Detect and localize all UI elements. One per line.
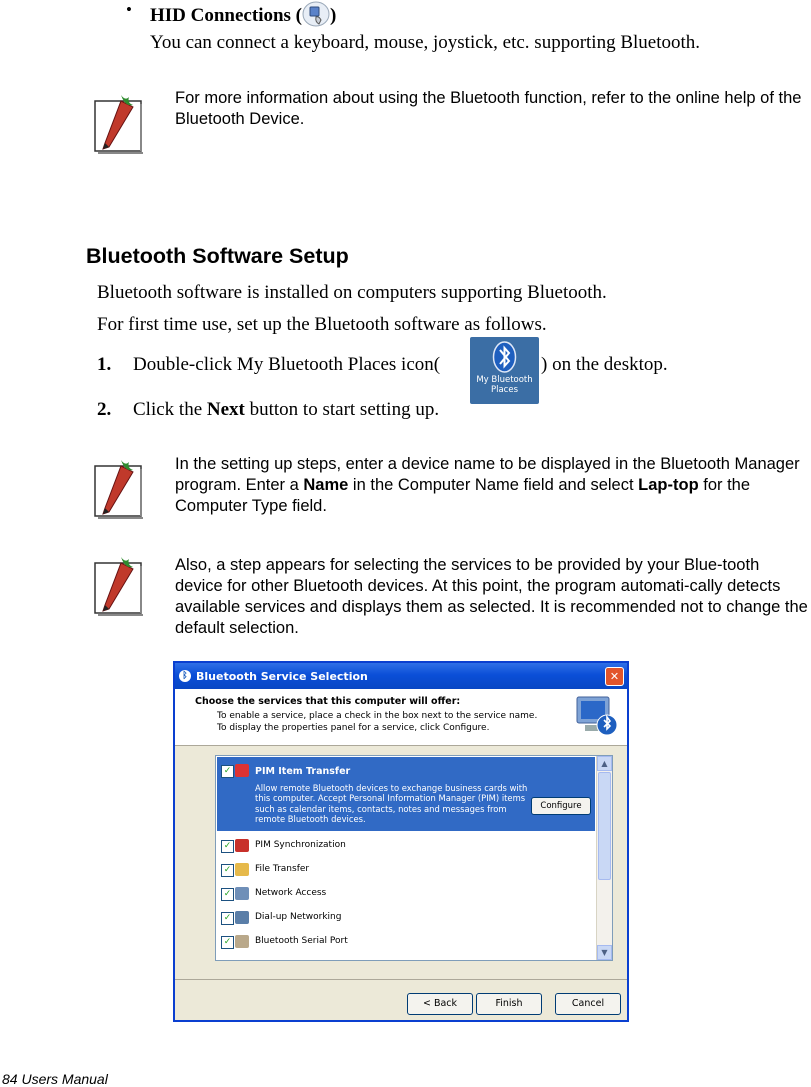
note-setup-text: In the setting up steps, enter a device name to be displayed in the Bluetooth Manager program. Enter a Name in the Computer Name field and select Lap-top for the Computer Type field. [175, 455, 800, 515]
service-name: File Transfer [255, 864, 310, 874]
scroll-down-icon[interactable]: ▼ [597, 945, 612, 960]
service-checkbox[interactable]: ✓ [221, 888, 234, 901]
dialog-header-line: To enable a service, place a check in the box next to the service name. [217, 711, 538, 721]
note-pen-icon [91, 553, 145, 619]
service-name: Network Access [255, 888, 327, 898]
dialog-header-line: To display the properties panel for a service, click Configure. [217, 723, 490, 733]
hid-device-icon [302, 1, 330, 25]
page-footer: 84 Users Manual [2, 1071, 108, 1087]
step-number: 2. [97, 399, 112, 420]
service-name: Bluetooth Serial Port [255, 936, 348, 946]
service-checkbox[interactable]: ✓ [221, 840, 234, 853]
step-1-text-start: Double-click My Bluetooth Places icon( [133, 354, 441, 375]
note-info-text: For more information about using the Bluetooth function, refer to the online help of the Bluetooth Device. [175, 89, 802, 128]
service-description: Allow remote Bluetooth devices to exchange business cards with this computer. Accept Personal Information Manager (PIM) items such as calendar items, contacts, notes and messages from remote Bluetooth devices. [255, 783, 528, 825]
list-item[interactable] [217, 931, 595, 953]
hid-description: You can connect a keyboard, mouse, joystick, etc. supporting Bluetooth. [150, 32, 701, 53]
divider [175, 979, 627, 980]
bullet: • [126, 0, 132, 19]
bluetooth-title-icon: ᛒ [179, 670, 191, 682]
list-item[interactable] [217, 907, 595, 929]
step-2-text: Click the Next button to start setting up. [133, 399, 440, 420]
note-pen-icon [91, 456, 145, 522]
desktop-icon-label: Places [490, 385, 519, 395]
back-button[interactable]: < Back [407, 993, 473, 1015]
dialog-title-bar [175, 663, 627, 689]
list-item[interactable] [217, 859, 595, 881]
step-1-text-end: ) on the desktop. [541, 354, 668, 375]
list-item[interactable] [217, 883, 595, 905]
dial-up-networking-icon [235, 911, 249, 924]
service-checkbox[interactable]: ✓ [221, 765, 234, 778]
note-services-text: Also, a step appears for selecting the services to be provided by your Blue-tooth device for other Bluetooth devices. At this point, the program automati-cally detects available services and displays them as selected. It is recommended not to change the default selection. [175, 556, 808, 637]
service-name: PIM Synchronization [255, 840, 346, 850]
service-name: Dial-up Networking [255, 912, 342, 922]
hid-heading: HID Connections ( ) [150, 1, 336, 27]
step-number: 1. [97, 354, 112, 375]
service-checkbox[interactable]: ✓ [221, 936, 234, 949]
finish-button[interactable]: Finish [476, 993, 542, 1015]
file-transfer-icon [235, 863, 249, 876]
service-checkbox[interactable]: ✓ [221, 864, 234, 877]
my-bluetooth-places-icon [470, 337, 539, 404]
list-item[interactable] [217, 835, 595, 857]
pim-transfer-icon [235, 764, 249, 777]
bluetooth-service-selection-dialog [173, 661, 629, 1022]
note-pen-icon [91, 91, 145, 157]
configure-button[interactable]: Configure [531, 797, 591, 815]
cancel-button[interactable]: Cancel [555, 993, 621, 1015]
list-item-selected[interactable] [217, 757, 595, 831]
intro-line-1: Bluetooth software is installed on computers supporting Bluetooth. [97, 282, 607, 303]
network-access-icon [235, 887, 249, 900]
scroll-up-icon[interactable]: ▲ [597, 756, 612, 771]
intro-line-2: For first time use, set up the Bluetooth software as follows. [97, 314, 547, 335]
pim-sync-icon [235, 839, 249, 852]
service-checkbox[interactable]: ✓ [221, 912, 234, 925]
scrollbar[interactable] [596, 756, 612, 960]
services-list [215, 755, 613, 961]
scrollbar-thumb[interactable] [598, 772, 611, 880]
close-button[interactable]: ✕ [605, 667, 624, 686]
section-title: Bluetooth Software Setup [86, 244, 349, 268]
serial-port-icon [235, 935, 249, 948]
service-name: PIM Item Transfer [255, 766, 351, 777]
computer-bluetooth-icon [571, 693, 619, 739]
dialog-header [175, 689, 627, 746]
dialog-title: Bluetooth Service Selection [196, 669, 368, 683]
dialog-header-title: Choose the services that this computer will offer: [195, 696, 461, 707]
desktop-icon-label: My Bluetooth [476, 375, 533, 385]
